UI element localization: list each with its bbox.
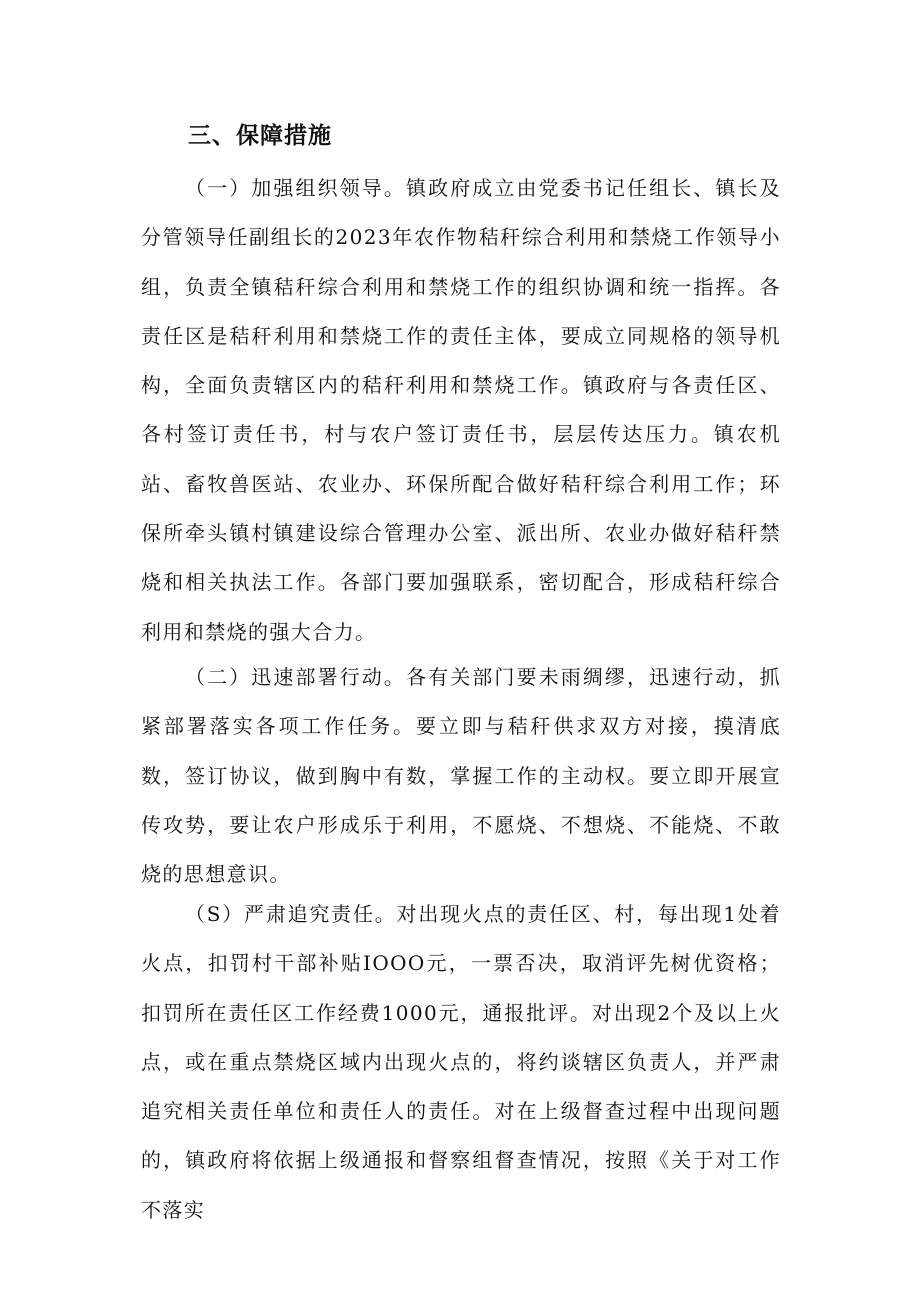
paragraph-organization-leadership: （一）加强组织领导。镇政府成立由党委书记任组长、镇长及分管领导任副组长的2023年农作物秸秆综合利用和禁烧工作领导小组，负责全镇秸秆综合利用和禁烧工作的组织协调和统一指挥。各责任区是秸秆利用和禁烧工作的责任主体，要成立同规格的领导机构，全面负责辖区内的秸秆利用和禁烧工作。镇政府与各责任区、各村签订责任书，村与农户签订责任书，层层传达压力。镇农机站、畜牧兽医站、农业办、环保所配合做好秸秆综合利用工作；环保所牵头镇村镇建设综合管理办公室、派出所、农业办做好秸秆禁烧和相关执法工作。各部门要加强联系，密切配合，形成秸秆综合利用和禁烧的强大合力。 (141, 176, 781, 644)
paragraph-rapid-deployment: （二）迅速部署行动。各有关部门要未雨绸缪，迅速行动，抓紧部署落实各项工作任务。要立即与秸秆供求双方对接，摸清底数，签订协议，做到胸中有数，掌握工作的主动权。要立即开展宣传攻势，要让农户形成乐于利用，不愿烧、不想烧、不能烧、不敢烧的思想意识。 (141, 665, 781, 887)
paragraph-strict-accountability: （S）严肃追究责任。对出现火点的责任区、村，每出现1处着火点，扣罚村干部补贴IOOO元，一票否决，取消评先树优资格；扣罚所在责任区工作经费1000元，通报批评。对出现2个及以上火点，或在重点禁烧区域内出现火点的，将约谈辖区负责人，并严肃追究相关责任单位和责任人的责任。对在上级督查过程中出现问题的，镇政府将依据上级通报和督察组督查情况，按照《关于对工作不落实 (141, 902, 781, 1222)
section-heading: 三、保障措施 (188, 123, 332, 149)
